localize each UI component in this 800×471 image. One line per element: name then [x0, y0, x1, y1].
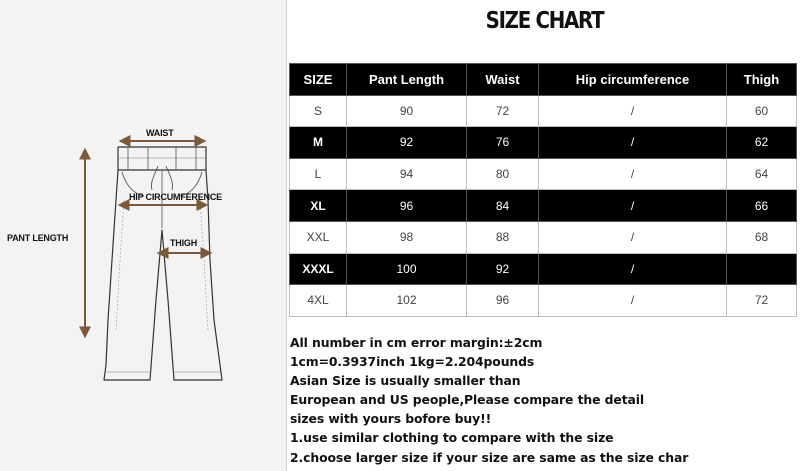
waist-cell: 76 [467, 127, 539, 159]
column-header-thigh: Thigh [727, 64, 797, 96]
table-row [290, 190, 797, 222]
thigh-cell: 64 [727, 158, 797, 190]
hip-cell: / [539, 190, 727, 222]
pant-length-cell: 100 [347, 253, 467, 285]
waist-cell: 92 [467, 253, 539, 285]
note-line: 1.use similar clothing to compare with the size [290, 430, 614, 446]
table-row [290, 158, 797, 190]
note-line: 1cm=0.3937inch 1kg=2.204pounds [290, 354, 535, 370]
hip-cell: / [539, 285, 727, 317]
waist-cell: 80 [467, 158, 539, 190]
hip-cell: / [539, 127, 727, 159]
table-row [290, 285, 797, 317]
waist-cell: 72 [467, 95, 539, 127]
note-line: European and US people,Please compare the detail [290, 392, 645, 408]
thigh-label: THIGH [170, 238, 197, 248]
thigh-cell: 62 [727, 127, 797, 159]
column-header-size: SIZE [290, 64, 347, 96]
pant-length-cell: 102 [347, 285, 467, 317]
pant-length-cell: 94 [347, 158, 467, 190]
column-header-waist: Waist [467, 64, 539, 96]
thigh-cell: 60 [727, 95, 797, 127]
size-table [289, 63, 797, 317]
waist-cell: 84 [467, 190, 539, 222]
note-line: Asian Size is usually smaller than [290, 373, 521, 389]
size-cell: XXL [290, 221, 347, 253]
note-line: sizes with yours bofore buy!! [290, 411, 492, 427]
pant-length-label: PANT LENGTH [7, 233, 69, 243]
thigh-cell: 72 [727, 285, 797, 317]
hip-cell: / [539, 95, 727, 127]
size-cell: XXXL [290, 253, 347, 285]
size-cell: S [290, 95, 347, 127]
column-header-hip: Hip circumference [539, 64, 727, 96]
pant-length-cell: 98 [347, 221, 467, 253]
size-cell: M [290, 127, 347, 159]
table-row [290, 253, 797, 285]
hip-cell: / [539, 221, 727, 253]
pant-length-cell: 90 [347, 95, 467, 127]
size-chart-panel [289, 0, 800, 471]
size-cell: XL [290, 190, 347, 222]
waist-cell: 88 [467, 221, 539, 253]
waist-label: WAIST [146, 128, 174, 138]
hip-cell: / [539, 158, 727, 190]
pant-length-cell: 92 [347, 127, 467, 159]
chart-title: SIZE CHART [485, 8, 604, 34]
note-line: All number in cm error margin:±2cm [290, 335, 543, 350]
thigh-cell [727, 253, 797, 285]
pants-outline [104, 147, 222, 380]
note-line: 2.choose larger size if your size are same as the size char [290, 449, 689, 465]
thigh-cell: 68 [727, 221, 797, 253]
waist-cell: 96 [467, 285, 539, 317]
pants-diagram-panel [0, 0, 287, 471]
column-header-pant-length: Pant Length [347, 64, 467, 96]
hip-cell: / [539, 253, 727, 285]
table-row [290, 95, 797, 127]
thigh-cell: 66 [727, 190, 797, 222]
table-row [290, 221, 797, 253]
size-cell: L [290, 158, 347, 190]
hip-circumference-label: HIP CIRCUMFERENCE [129, 192, 222, 202]
size-notes [290, 333, 795, 467]
pant-length-cell: 96 [347, 190, 467, 222]
size-cell: 4XL [290, 285, 347, 317]
table-row [290, 127, 797, 159]
table-header-row [290, 64, 797, 96]
